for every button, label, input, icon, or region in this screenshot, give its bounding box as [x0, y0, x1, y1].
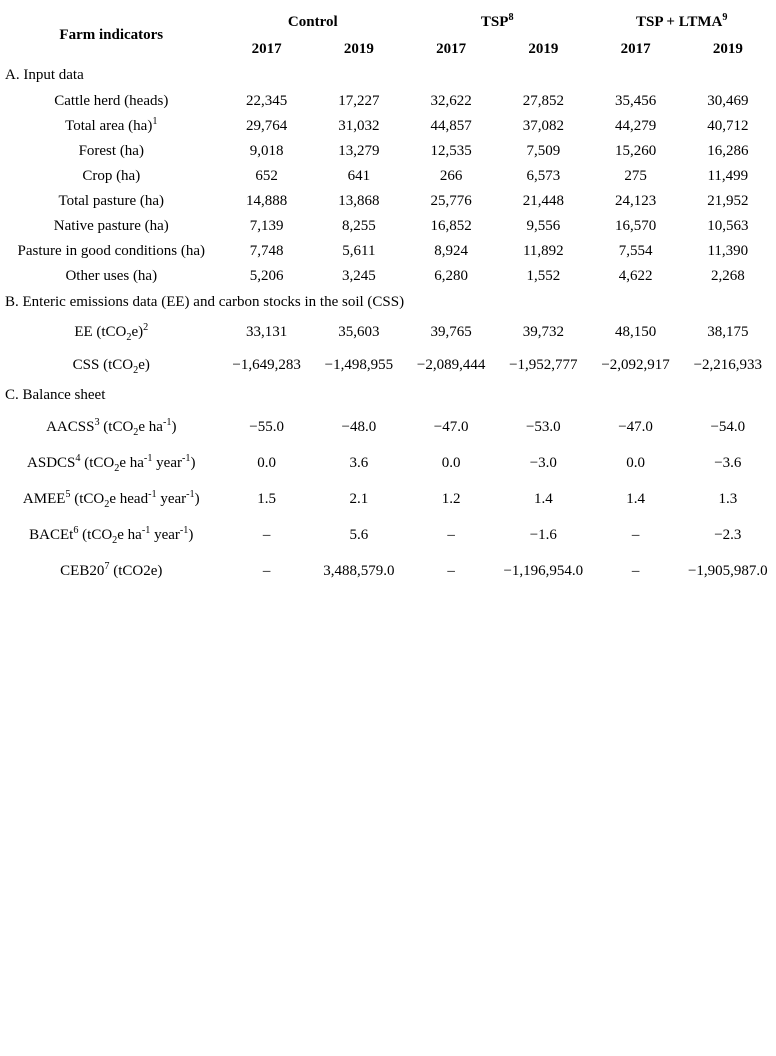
cell-value: 11,390: [707, 243, 749, 259]
cell-value: 29,764: [246, 118, 288, 134]
year-header: 2017: [251, 40, 282, 57]
cell-value: 13,868: [338, 193, 380, 209]
cell-value: 4,622: [618, 268, 653, 284]
table-row-other-uses: [2, 264, 774, 289]
corner-header: Farm indicators: [59, 26, 164, 43]
cell-value: −48.0: [341, 418, 377, 435]
cell-value: 21,952: [707, 193, 749, 209]
cell-value: 3,245: [342, 268, 376, 284]
row-label: BACEt$^6$ (tCO$_2$e $ha^{-1}$ year$^{-1}$): [29, 524, 194, 546]
cell-value: 1.4: [533, 490, 553, 507]
cell-value: 652: [255, 168, 278, 184]
table-row-amee: [2, 481, 774, 517]
cell-value: −2.3: [714, 526, 742, 543]
cell-value: −55.0: [249, 418, 285, 435]
cell-value: 7,554: [618, 243, 653, 259]
cell-value: 1,552: [526, 268, 561, 284]
cell-value: 6,280: [434, 268, 468, 284]
cell-value: −53.0: [525, 418, 561, 435]
cell-value: –: [262, 526, 271, 543]
cell-value: 1.4: [626, 490, 645, 507]
col-group-tsp-ltma: TSP + $LTMA^9$: [636, 11, 728, 30]
cell-value: 3,488,579.0: [323, 562, 395, 579]
row-label: Native pasture (ha): [53, 218, 169, 234]
cell-value: 24,123: [614, 193, 657, 209]
row-label: Other uses (ha): [65, 268, 158, 284]
year-header: 2019: [712, 40, 743, 57]
section-header-a: [2, 62, 774, 89]
cell-value: 16,570: [614, 218, 657, 234]
cell-value: 44,857: [430, 118, 472, 134]
row-label: AMEE$^5$ (tCO$_2$e head$^{-1}$ year$^{-1}$): [22, 488, 200, 510]
cell-value: 33,131: [246, 324, 288, 340]
cell-value: 3.6: [349, 454, 369, 471]
cell-value: –: [631, 526, 640, 543]
col-group-control: Control: [287, 13, 338, 30]
cell-value: 44,279: [614, 118, 657, 134]
table-row-total-pasture: [2, 189, 774, 214]
year-header: 2017: [436, 40, 467, 57]
cell-value: 27,852: [522, 93, 564, 109]
cell-value: −47.0: [433, 418, 469, 435]
cell-value: 1.5: [257, 490, 277, 507]
row-label: Cattle herd (heads): [54, 93, 169, 109]
farm-indicators-table: [2, 8, 774, 589]
cell-value: 11,499: [707, 168, 749, 184]
cell-value: –: [447, 526, 455, 543]
cell-value: 641: [347, 168, 371, 184]
table-row-native-pasture: [2, 214, 774, 239]
cell-value: 22,345: [246, 93, 288, 109]
cell-value: 35,456: [614, 93, 657, 109]
header-group-row: [2, 8, 774, 36]
cell-value: 2,268: [710, 268, 745, 284]
table-row-css: [2, 349, 774, 382]
section-title: B. Enteric emissions data (EE) and carbon stocks in the soil (CSS): [5, 294, 405, 310]
table-row-bacet: [2, 517, 774, 553]
cell-value: 48,150: [614, 324, 657, 340]
table-row-crop: [2, 164, 774, 189]
table-row-asdcs: [2, 445, 774, 481]
cell-value: –: [262, 562, 271, 579]
row-label: Crop (ha): [82, 168, 141, 184]
cell-value: 15,260: [614, 143, 657, 159]
row-label: Pasture in good conditions (ha): [17, 243, 206, 259]
cell-value: –: [447, 562, 455, 579]
table-row-ceb20: [2, 553, 774, 589]
table-row-forest: [2, 139, 774, 164]
row-label: Total area (ha)$^1$: [65, 116, 158, 134]
cell-value: 38,175: [707, 324, 749, 340]
cell-value: −1,196,954.0: [503, 562, 584, 579]
cell-value: 12,535: [430, 143, 472, 159]
cell-value: 17,227: [338, 93, 380, 109]
cell-value: −2,089,444: [416, 357, 486, 373]
cell-value: 1.3: [718, 490, 738, 507]
cell-value: 9,556: [526, 218, 561, 234]
row-label: Total pasture (ha): [58, 193, 165, 209]
row-label: ASDCS$^4$ (tCO$_2$e $ha^{-1}$ year$^{-1}$): [27, 452, 196, 474]
cell-value: 5,611: [342, 243, 376, 259]
cell-value: 30,469: [707, 93, 749, 109]
cell-value: −1,498,955: [324, 357, 394, 373]
cell-value: 8,255: [342, 218, 376, 234]
cell-value: −1,952,777: [509, 357, 578, 373]
cell-value: 16,286: [707, 143, 749, 159]
cell-value: 39,765: [430, 324, 472, 340]
table-row-total-area: [2, 114, 774, 139]
row-label: $CEB20^7$ (tCO2e): [60, 560, 163, 579]
cell-value: 35,603: [338, 324, 380, 340]
cell-value: 7,748: [249, 243, 284, 259]
cell-value: 32,622: [430, 93, 472, 109]
cell-value: 8,924: [434, 243, 468, 259]
cell-value: 266: [439, 168, 463, 184]
row-label: CSS (tCO$_2$e): [72, 357, 150, 376]
table-row-ee: [2, 316, 774, 349]
cell-value: −2,092,917: [601, 357, 670, 373]
cell-value: −54.0: [710, 418, 746, 435]
cell-value: 5,206: [249, 268, 284, 284]
row-label: Forest (ha): [78, 143, 144, 159]
cell-value: 9,018: [249, 143, 284, 159]
cell-value: −1,905,987.0: [687, 562, 768, 579]
section-header-c: [2, 382, 774, 409]
cell-value: 37,082: [522, 118, 564, 134]
year-header: 2019: [528, 40, 559, 57]
year-header: 2019: [343, 40, 374, 57]
section-title: C. Balance sheet: [5, 387, 106, 403]
cell-value: 11,892: [522, 243, 564, 259]
cell-value: −1,649,283: [232, 357, 301, 373]
cell-value: 2.1: [349, 490, 369, 507]
cell-value: −3.0: [529, 454, 557, 471]
cell-value: 7,509: [526, 143, 561, 159]
cell-value: −1.6: [529, 526, 557, 543]
table-row-cattle-herd: [2, 89, 774, 114]
row-label: EE $(tCO_2e)^2$: [74, 322, 149, 343]
cell-value: 0.0: [441, 454, 461, 471]
table-row-aacss: [2, 409, 774, 445]
table-row-pasture-good-conditions: [2, 239, 774, 264]
cell-value: 5.6: [349, 526, 369, 543]
cell-value: 25,776: [430, 193, 472, 209]
row-label: AACSS$^3$ (tCO$_2$e $ha^{-1}$): [46, 416, 177, 438]
section-header-b: [2, 289, 774, 316]
cell-value: 6,573: [526, 168, 561, 184]
cell-value: –: [631, 562, 640, 579]
cell-value: 10,563: [707, 218, 749, 234]
cell-value: 14,888: [246, 193, 288, 209]
year-header: 2017: [620, 40, 651, 57]
col-group-tsp: TSP$^8$: [480, 11, 514, 30]
cell-value: 31,032: [338, 118, 380, 134]
cell-value: 7,139: [249, 218, 284, 234]
cell-value: 16,852: [430, 218, 472, 234]
cell-value: 275: [624, 168, 647, 184]
cell-value: −2,216,933: [693, 357, 763, 373]
cell-value: 13,279: [338, 143, 380, 159]
cell-value: −3.6: [714, 454, 742, 471]
cell-value: 0.0: [257, 454, 277, 471]
cell-value: 1.2: [441, 490, 461, 507]
cell-value: −47.0: [618, 418, 653, 435]
cell-value: 0.0: [626, 454, 645, 471]
cell-value: 39,732: [522, 324, 564, 340]
cell-value: 40,712: [707, 118, 749, 134]
section-title: A. Input data: [5, 67, 84, 83]
cell-value: 21,448: [522, 193, 564, 209]
